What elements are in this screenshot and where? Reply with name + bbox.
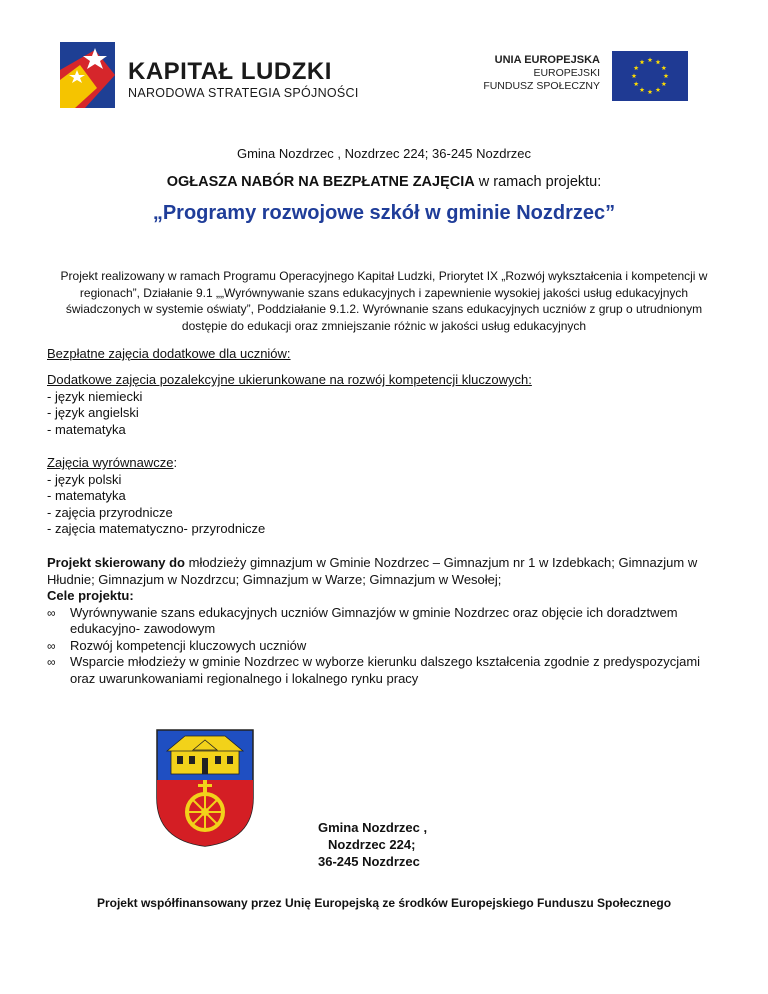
coat-of-arms-icon <box>155 728 255 848</box>
list-item: - matematyka <box>47 421 126 437</box>
announcement-rest: w ramach projektu: <box>474 174 602 190</box>
bottom-address <box>318 819 458 870</box>
extracurricular-heading: Dodatkowe zajęcia pozalekcyjne ukierunkowane na rozwój kompetencji kluczowych: <box>47 372 532 387</box>
infinity-bullet-icon: ∞ <box>47 655 56 669</box>
list-item: - język niemiecki <box>47 388 143 404</box>
list-item <box>47 605 727 638</box>
eu-line-1: UNIA EUROPEJSKA <box>494 54 600 66</box>
list-item: - matematyka <box>47 488 126 503</box>
goals-list <box>47 605 727 688</box>
remedial-colon: : <box>173 455 178 470</box>
logo-subtitle: NARODOWA STRATEGIA SPÓJNOŚCI <box>128 86 359 100</box>
announcement-bold: OGŁASZA NABÓR NA BEZPŁATNE ZAJĘCIA <box>166 174 475 190</box>
remedial-heading: Zajęcia wyrównawcze <box>47 455 174 470</box>
extracurricular-section <box>47 372 727 438</box>
eu-flag-icon <box>612 51 688 101</box>
remedial-heading-line <box>47 455 727 472</box>
target-bold: Projekt skierowany do <box>47 555 185 570</box>
project-title: „Programy rozwojowe szkół w gminie Nozdrzec” <box>152 202 616 224</box>
footer-note: Projekt współfinansowany przez Unię Europejską ze środków Europejskiego Funduszu Społecznego <box>96 896 672 910</box>
bottom-address-line-1: Gmina Nozdrzec , <box>318 820 428 835</box>
target-paragraph <box>47 555 727 588</box>
free-classes-heading: Bezpłatne zajęcia dodatkowe dla uczniów: <box>47 346 291 361</box>
list-item <box>47 638 727 655</box>
target-rest: młodzieży gimnazjum w Gminie Nozdrzec – Gimnazjum nr 1 w Izdebkach; Gimnazjum w Hłudnie; Gimnazjum w Nozdrzcu; Gimnazjum w Warze; Gimnazjum w Wesołej; <box>47 555 698 587</box>
bottom-address-line-2: Nozdrzec 224; <box>328 837 416 852</box>
list-item: - zajęcia matematyczno- przyrodnicze <box>47 521 266 536</box>
eu-line-3: FUNDUSZ SPOŁECZNY <box>483 80 600 92</box>
address-line: Gmina Nozdrzec , Nozdrzec 224; 36-245 Nozdrzec <box>236 146 532 161</box>
eu-logo-text <box>450 54 600 93</box>
infinity-bullet-icon: ∞ <box>47 605 56 620</box>
project-description: Projekt realizowany w ramach Programu Operacyjnego Kapitał Ludzki, Priorytet IX „Rozwój wykształcenia i kompetencji w regionach”, Działanie 9.1 „„Wyrównywanie szans edukacyjnych i zapewnienie wysokiej jakości usług edukacyjnych świadczonych w systemie oświaty”, Poddziałanie 9.1.2. Wyrównanie szans edukacyjnych uczniów z grup o utrudnionym dostępie do edukacji oraz zmniejszanie różnic w jakości usług edukacyjnych <box>60 269 708 333</box>
list-item: - zajęcia przyrodnicze <box>47 504 173 520</box>
goal-text: Wsparcie młodzieży w gminie Nozdrzec w wyborze kierunku dalszego kształcenia zgodnie z predyspozycjami oraz uwarunkowaniami regionalnego i lokalnego rynku pracy <box>70 654 701 686</box>
bottom-address-line-3: 36-245 Nozdrzec <box>318 854 420 869</box>
target-section <box>47 555 727 687</box>
list-item <box>47 654 727 687</box>
goal-text: Wyrównywanie szans edukacyjnych uczniów Gimnazjów w gminie Nozdrzec oraz objęcie ich doradztwem edukacyjno- zawodowym <box>70 604 678 636</box>
goal-text: Rozwój kompetencji kluczowych uczniów <box>70 637 307 653</box>
goals-heading: Cele projektu: <box>47 588 134 603</box>
list-item: - język polski <box>47 471 122 487</box>
infinity-bullet-icon: ∞ <box>47 638 56 653</box>
logo-title: KAPITAŁ LUDZKI <box>128 58 332 85</box>
eu-line-2: EUROPEJSKI <box>533 67 600 79</box>
announcement <box>0 174 768 190</box>
list-item: - język angielski <box>47 405 139 420</box>
remedial-section <box>47 455 727 538</box>
